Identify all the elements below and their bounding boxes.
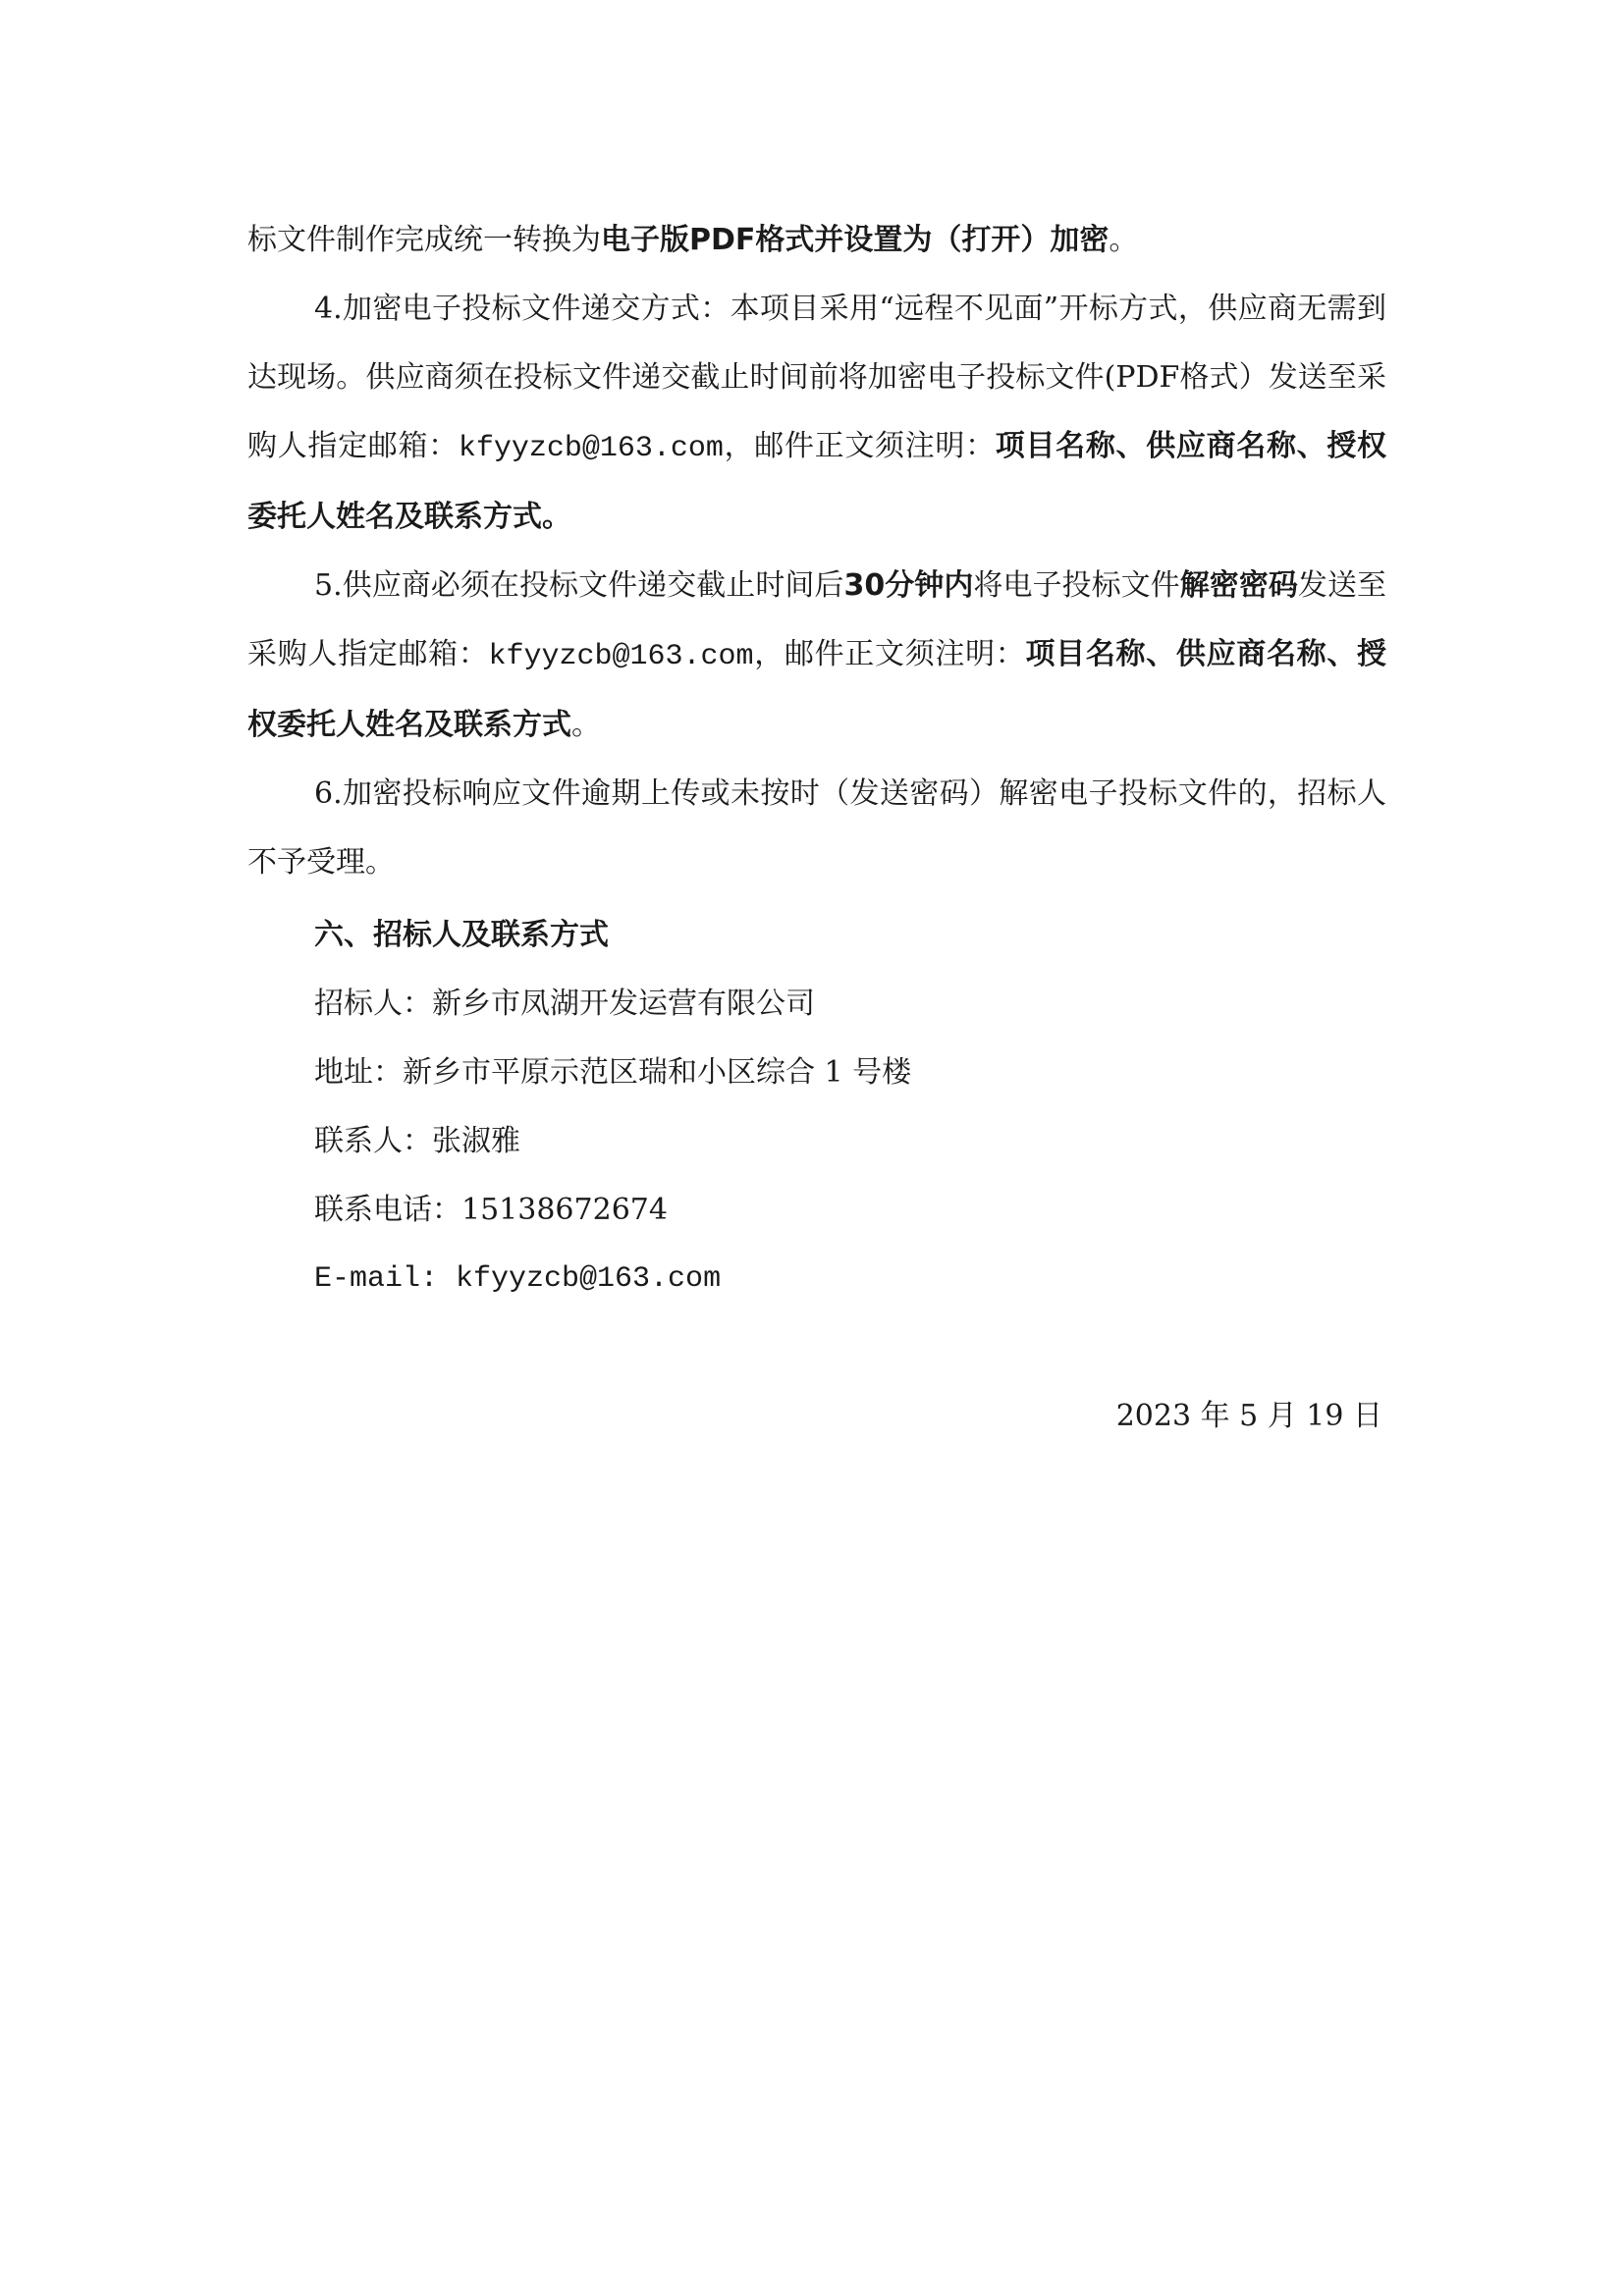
text: ，邮件正文须注明： xyxy=(723,429,996,463)
address-line: 地址：新乡市平原示范区瑞和小区综合 1 号楼 xyxy=(314,1055,912,1090)
paragraph-5 xyxy=(247,552,1386,760)
spacer xyxy=(247,1313,1386,1382)
text: 将电子投标文件 xyxy=(973,568,1180,603)
document-page xyxy=(247,206,1386,1451)
text: ，邮件正文须注明： xyxy=(753,637,1026,671)
paragraph-4 xyxy=(247,275,1386,552)
tenderer-line: 招标人：新乡市凤湖开发运营有限公司 xyxy=(314,987,815,1021)
email-text: kfyyzcb@163.com xyxy=(458,432,724,465)
bold-text: 项目名称、供应商名称、授权委托人姓名及联系方式。 xyxy=(247,429,1387,534)
date-line: 2023 年 5 月 19 日 xyxy=(1115,1399,1382,1433)
paragraph-3-continuation xyxy=(247,206,1386,275)
email-text: kfyyzcb@163.com xyxy=(488,640,754,673)
text: 发送至采购人指定邮箱： xyxy=(247,568,1387,671)
bold-text: 30分钟内 xyxy=(843,568,974,603)
text: 5.供应商必须在投标文件递交截止时间后 xyxy=(314,568,844,603)
text: 。 xyxy=(571,708,601,742)
bold-text: 项目名称、供应商名称、授权委托人姓名及联系方式 xyxy=(247,637,1387,742)
email-line: E-mail: kfyyzcb@163.com xyxy=(314,1262,722,1296)
text: 标文件制作完成统一转换为 xyxy=(247,223,601,257)
text: 4.加密电子投标文件递交方式：本项目采用“远程不见面”开标方式，供应商无需到达现场。供应商须在投标文件递交截止时间前将加密电子投标文件(PDF格式）发送至采购人指定邮箱： xyxy=(247,292,1386,463)
phone-line: 联系电话：15138672674 xyxy=(314,1193,668,1227)
bold-text: 解密密码 xyxy=(1179,568,1298,603)
section-heading: 六、招标人及联系方式 xyxy=(314,918,609,952)
contact-person-line: 联系人：张淑雅 xyxy=(314,1124,520,1158)
text: 。 xyxy=(1109,223,1139,257)
bold-text: 电子版PDF格式并设置为（打开）加密 xyxy=(601,223,1110,257)
paragraph-6: 6.加密投标响应文件逾期上传或未按时（发送密码）解密电子投标文件的，招标人不予受理。 xyxy=(247,776,1386,880)
